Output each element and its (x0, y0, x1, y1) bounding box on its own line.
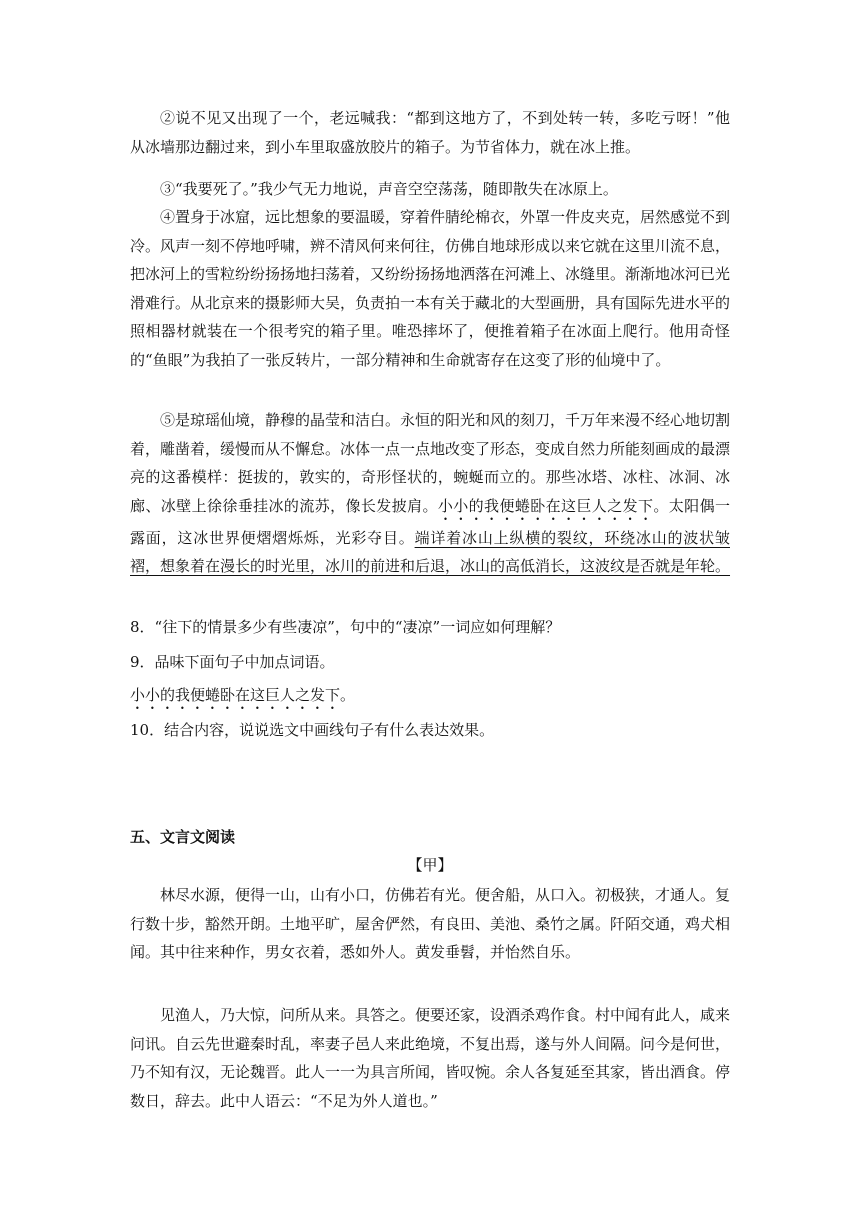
paragraph-5-text-b: 。太阳偶一露面，这冰世界便熠熠烁烁，光彩夺目。 (130, 496, 730, 547)
reading-paragraph-5 (130, 406, 730, 581)
section-heading: 五、文言文阅读 (130, 828, 236, 846)
reading-paragraph-2: ②说不见又出现了一个，老远喊我：“都到这地方了，不到处转一转，多吃亏呀！”他从冰墙那边翻过来，到小车里取盛放胶片的箱子。为节省体力，就在冰上推。 (130, 109, 730, 156)
underlined-sentence: 端详着冰山上纵横的裂纹，环绕冰山的波状皱褶，想象着在漫长的时光里，冰川的前进和后退，冰山的高低消长，这波纹是否就是年轮。 (130, 528, 731, 575)
question-9-dotted-sentence: 小小的我便蜷卧在这巨人之发下。 (130, 686, 356, 704)
question-10: 10．结合内容，说说选文中画线句子有什么表达效果。 (130, 721, 495, 739)
section-subheading: 【甲】 (407, 856, 453, 874)
reading-paragraph-4: ④置身于冰窟，远比想象的要温暖，穿着件腈纶棉衣，外罩一件皮夹克，居然感觉不到冷。风声一刻不停地呼啸，辨不清风何来何往，仿佛自地球形成以来它就在这里川流不息，把冰河上的雪粒纷纷扬扬地扫荡着，又纷纷扬扬地洒落在河滩上、冰缝里。渐渐地冰河已光滑难行。从北京来的摄影师大吴，负责拍一本有关于藏北的大型画册，具有国际先进水平的照相器材就装在一个很考究的箱子里。唯恐摔坏了，便推着箱子在冰面上爬行。他用奇怪的“鱼眼”为我拍了一张反转片，一部分精神和生命就寄存在这变了形的仙境中了。 (130, 208, 731, 369)
question-8: 8．“往下的情景多少有些凄凉”，句中的“凄凉”一词应如何理解？ (130, 618, 561, 636)
question-9-sentence (130, 681, 730, 713)
question-9: 9．品味下面句子中加点词语。 (130, 653, 335, 671)
dotted-sentence: 小小的我便蜷卧在这巨人之发下 (437, 496, 654, 515)
paragraph-5-text-a: ⑤是琼瑶仙境，静穆的晶莹和洁白。永恒的阳光和风的刻刀，千万年来漫不经心地切割着，雕凿着，缓慢而从不懈怠。冰体一点一点地改变了形态，变成自然力所能刻画成的最漂亮的这番模样：挺拔的，敦实的，奇形怪状的，蜿蜒而立的。那些冰塔、冰柱、冰洞、冰廊、冰壁上徐徐垂挂冰的流苏，像长发披肩。 (130, 411, 731, 515)
classical-paragraph-1: 林尽水源，便得一山，山有小口，仿佛若有光。便舍船，从口入。初极狭，才通人。复行数十步，豁然开朗。土地平旷，屋舍俨然，有良田、美池、桑竹之属。阡陌交通，鸡犬相闻。其中往来种作，男女衣着，悉如外人。黄发垂髫，并怡然自乐。 (130, 886, 731, 961)
classical-paragraph-2: 见渔人，乃大惊，问所从来。具答之。便要还家，设酒杀鸡作食。村中闻有此人，咸来问讯。自云先世避秦时乱，率妻子邑人来此绝境，不复出焉，遂与外人间隔。问今是何世，乃不知有汉，无论魏晋。此人一一为具言所闻，皆叹惋。余人各复延至其家，皆出酒食。停数日，辞去。此中人语云：“不足为外人道也。” (130, 1006, 731, 1110)
reading-paragraph-3: ③“我要死了。”我少气无力地说，声音空空荡荡，随即散失在冰原上。 (160, 180, 618, 198)
